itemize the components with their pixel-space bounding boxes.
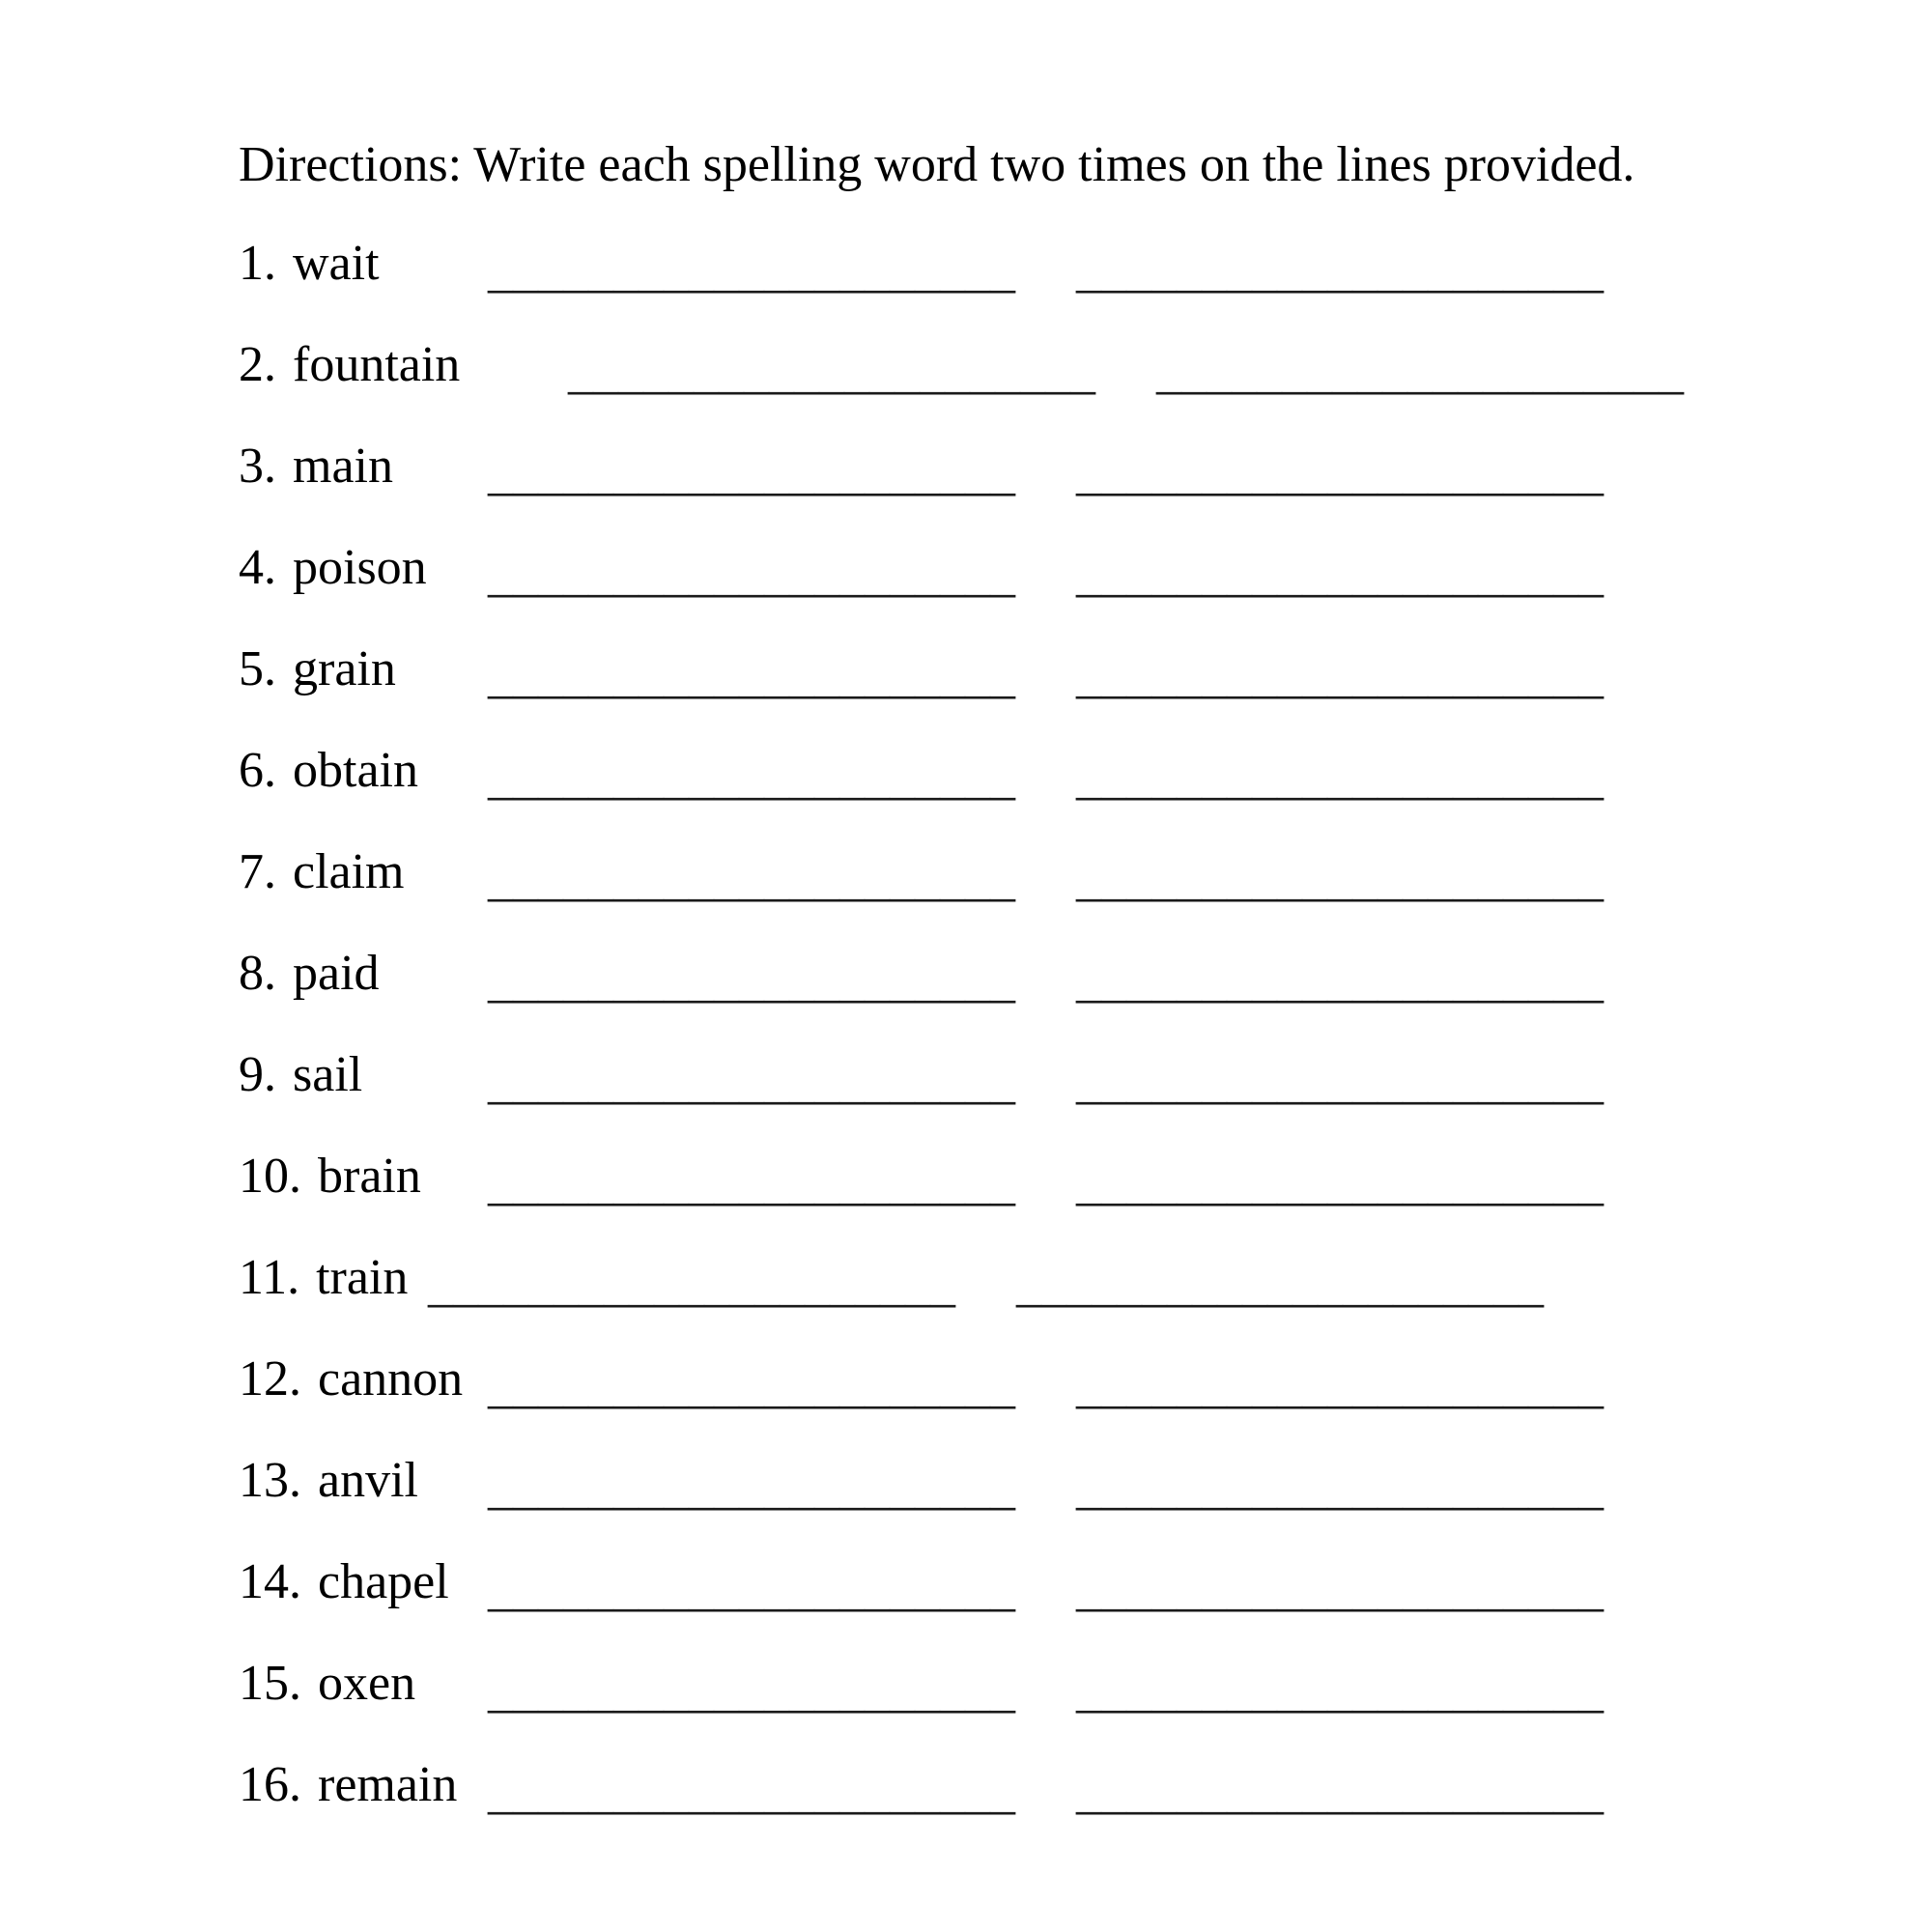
item-label (239, 1554, 449, 1609)
item-word: cannon (318, 1351, 464, 1406)
blank-line-1: _____________________ (488, 649, 1015, 704)
write-area (488, 1742, 1604, 1843)
item-number: 12. (239, 1351, 301, 1406)
item-label (239, 1250, 408, 1305)
blank-line-1: _____________________ (428, 1258, 955, 1313)
blank-line-1: _____________________ (488, 751, 1015, 806)
item-word: grain (293, 641, 396, 696)
blank-line-2: _____________________ (1016, 1258, 1544, 1313)
spelling-item-row (239, 1328, 1604, 1430)
item-word: fountain (293, 337, 461, 392)
spelling-item-row (239, 720, 1604, 821)
item-word: oxen (318, 1656, 416, 1711)
item-number: 7. (239, 844, 276, 899)
blank-line-2: _____________________ (1076, 649, 1604, 704)
write-area (488, 1640, 1604, 1742)
blank-line-2: _____________________ (1076, 446, 1604, 501)
write-area (488, 930, 1604, 1032)
item-number: 15. (239, 1656, 301, 1711)
blank-line-1: _____________________ (488, 1461, 1015, 1516)
blank-line-1: _____________________ (488, 548, 1015, 603)
blank-line-2: _____________________ (1076, 1765, 1604, 1820)
spelling-item-row (239, 1125, 1604, 1227)
item-word: poison (293, 540, 427, 595)
blank-line-1: _____________________ (488, 1156, 1015, 1211)
blank-line-2: _____________________ (1076, 751, 1604, 806)
blank-line-1: _____________________ (488, 446, 1015, 501)
item-word: obtain (293, 743, 418, 798)
item-label (239, 1656, 415, 1711)
item-label (239, 1351, 463, 1406)
write-area (488, 1437, 1604, 1539)
blank-line-1: _____________________ (568, 345, 1095, 400)
blank-line-1: _____________________ (488, 1359, 1015, 1414)
item-number: 11. (239, 1250, 300, 1305)
spelling-item-row (239, 1633, 1604, 1734)
item-label (239, 1149, 421, 1204)
spelling-item-row (239, 923, 1604, 1024)
blank-line-1: _____________________ (488, 1765, 1015, 1820)
item-word: paid (293, 946, 380, 1001)
item-word: train (316, 1250, 409, 1305)
item-number: 1. (239, 236, 276, 291)
write-area (488, 829, 1604, 930)
blank-line-1: _____________________ (488, 1562, 1015, 1617)
write-area (488, 423, 1604, 525)
item-label (239, 844, 405, 899)
blank-line-2: _____________________ (1076, 1359, 1604, 1414)
spelling-item-row (239, 213, 1604, 314)
item-label (239, 1757, 457, 1812)
item-number: 6. (239, 743, 276, 798)
item-number: 2. (239, 337, 276, 392)
blank-line-1: _____________________ (488, 852, 1015, 907)
item-label (239, 337, 460, 392)
blank-line-1: _____________________ (488, 953, 1015, 1009)
spelling-item-row (239, 618, 1604, 720)
item-number: 5. (239, 641, 276, 696)
blank-line-2: _____________________ (1076, 243, 1604, 298)
item-label (239, 540, 427, 595)
spelling-item-row (239, 1227, 1544, 1328)
item-number: 9. (239, 1047, 276, 1102)
spelling-item-row (239, 1024, 1604, 1125)
item-number: 3. (239, 439, 276, 494)
spelling-item-row (239, 1531, 1604, 1633)
spelling-item-row (239, 415, 1604, 517)
directions-text: Directions: Write each spelling word two times on the lines provided. (239, 137, 1635, 192)
spelling-item-row (239, 1430, 1604, 1531)
item-label (239, 641, 396, 696)
blank-line-2: _____________________ (1076, 1156, 1604, 1211)
item-label (239, 946, 380, 1001)
item-number: 14. (239, 1554, 301, 1609)
item-label (239, 439, 393, 494)
blank-line-2: _____________________ (1076, 1562, 1604, 1617)
blank-line-2: _____________________ (1076, 1055, 1604, 1110)
item-word: main (293, 439, 393, 494)
blank-line-2: _____________________ (1076, 852, 1604, 907)
write-area (488, 1133, 1604, 1235)
item-number: 13. (239, 1453, 301, 1508)
blank-line-1: _____________________ (488, 243, 1015, 298)
write-area (488, 220, 1604, 322)
spelling-item-row (239, 314, 1684, 415)
write-area (488, 1336, 1604, 1437)
item-number: 16. (239, 1757, 301, 1812)
blank-line-2: _____________________ (1076, 548, 1604, 603)
item-word: anvil (318, 1453, 418, 1508)
item-word: sail (293, 1047, 363, 1102)
write-area (488, 626, 1604, 727)
item-word: brain (318, 1149, 421, 1204)
blank-line-2: _____________________ (1076, 953, 1604, 1009)
write-area (488, 1539, 1604, 1640)
item-label (239, 236, 380, 291)
item-word: chapel (318, 1554, 449, 1609)
item-number: 8. (239, 946, 276, 1001)
blank-line-1: _____________________ (488, 1663, 1015, 1719)
item-number: 10. (239, 1149, 301, 1204)
item-label (239, 1453, 418, 1508)
spelling-item-row (239, 821, 1604, 923)
item-label (239, 743, 418, 798)
blank-line-2: _____________________ (1076, 1663, 1604, 1719)
write-area (568, 322, 1684, 423)
spelling-item-row (239, 517, 1604, 618)
write-area (488, 1032, 1604, 1133)
write-area (488, 525, 1604, 626)
blank-line-1: _____________________ (488, 1055, 1015, 1110)
spelling-word-list (239, 213, 1684, 1835)
item-word: claim (293, 844, 405, 899)
item-word: remain (318, 1757, 458, 1812)
write-area (428, 1235, 1544, 1336)
item-word: wait (293, 236, 380, 291)
spelling-item-row (239, 1734, 1604, 1835)
item-number: 4. (239, 540, 276, 595)
item-label (239, 1047, 362, 1102)
blank-line-2: _____________________ (1156, 345, 1684, 400)
blank-line-2: _____________________ (1076, 1461, 1604, 1516)
write-area (488, 727, 1604, 829)
